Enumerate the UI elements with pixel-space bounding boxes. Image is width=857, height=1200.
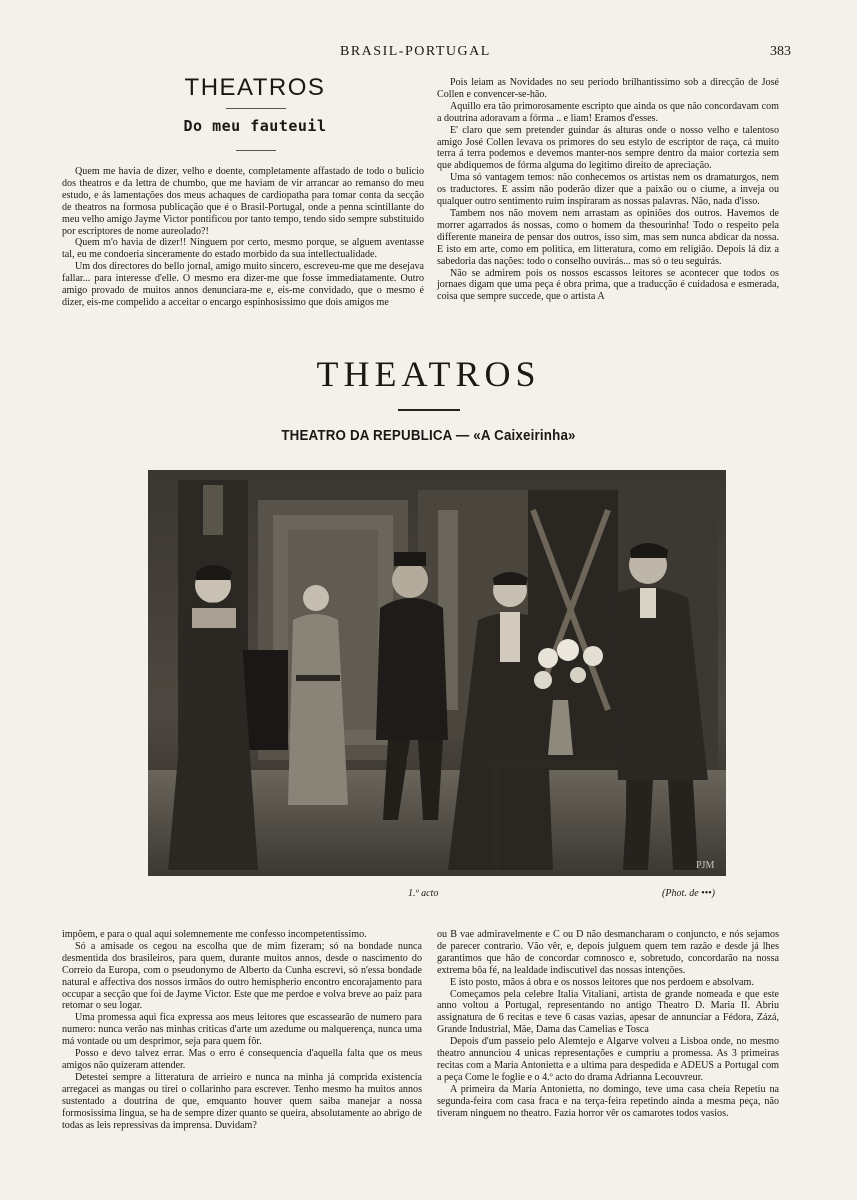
paragraph: E' claro que sem pretender guindar ás alturas onde o nosso velho e talentoso amigo José Collen levava os primores do seu estylo de escriptor de raça, cá muito terra á terra podemos e devemos manter-nos sempre dentro da maior cortezia sem que abdiquemos de fórma alguma do legitimo direito de apreciação.	[437, 124, 779, 172]
paragraph: E isto posto, mãos á obra e os nossos leitores que nos perdoem e absolvam.	[450, 976, 754, 988]
paragraph: Aquillo era tão primorosamente escripto que ainda os que não concordavam com a doutrina adoravam a fórma .. e liam! Eramos d'esses.	[437, 100, 779, 124]
title-rule	[226, 108, 286, 109]
paragraph: Quem m'o havia de dizer!! Ninguem por certo, mesmo porque, se alguem aventasse tal, eu me condoeria sinceramente do estado morbido da sua intellectualidade.	[62, 237, 424, 261]
section-subtitle: Do meu fauteuil	[183, 117, 327, 135]
article-subheading: THEATRO DA REPUBLICA — «A Caixeirinha»	[281, 428, 576, 444]
running-title: BRASIL-PORTUGAL	[340, 44, 491, 59]
text-column-bottom-right	[437, 929, 779, 1120]
main-title: THEATROS	[316, 354, 541, 394]
paragraph: Não se admirem pois os nossos escassos leitores se acontecer que todos os jornaes digam que uma peça é obra prima, que a traducção é cuidadosa e esmerada, coisa que sempre succede, que o artista A	[437, 267, 779, 303]
photo-credit: (Phot. de •••)	[662, 888, 715, 899]
main-title-rule	[398, 409, 460, 411]
paragraph: Detestei sempre a litteratura de arrieiro e nunca na minha já comprida existencia arregacei as mangas ou tirei o collarinho para escrever. Tenho mesmo ha muitos annos sustentado a doutrina de que, emquanto houver quem saiba manejar a nossa formosissima lingua, se ha de sempre dizer quanto se queira, absolutamente ao abrigo de todas as leis repressivas da imprensa. Duvidam?	[62, 1071, 422, 1131]
text-column-bottom-left	[62, 929, 422, 1131]
paragraph: ou B vae admiravelmente e C ou D não desmancharam o conjuncto, e nós sejamos de parecer contrario. Vão vêr, e, depois julguem quem tem razão e desde já lhes garantimos que hão de concordar comnosco e, sobretudo, concordarão na nossa extrema bôa fé, na lealdade indiscutivel das nossas intenções.	[437, 929, 779, 976]
page-header	[0, 44, 857, 64]
section-title: THEATROS	[184, 74, 326, 101]
text-column-top-right	[437, 77, 779, 303]
paragraph: Tambem nos não movem nem arrastam as opiniões dos outros. Havemos de morrer agarrados ás nossas, como o homem da thesourinha! Todo o respeito pela differente maneira de pensar dos outros, isso sim, mas sem nunca abdicar da nossa. E isto em arte, como em politica, em litteratura, como em religião. Depois lá diz a sabedoria das nações: todo o conselho ouvirás... mas só o teu seguirás.	[437, 207, 779, 267]
photo-illustration	[148, 470, 726, 876]
paragraph: Quem me havia de dizer, velho e doente, completamente affastado de todo o bulicio dos theatros e da lettra de chumbo, que me haviam de vir arrancar ao remanso do meu estudo, e ás lamentações dos meus achaques de cardiopatha para tomar conta da secção de theatros na formosa publicação que é o Brasil-Portugal, onde a penna scintillante do meu velho amigo Jayme Victor pontificou por tanto tempo, tendo sido sempre substituido por escriptores de nome aureolado?!	[62, 166, 424, 237]
paragraph: Só a amisade os cegou na escolha que de mim fizeram; só na bondade nunca desmentida dos brasileiros, para quem, durante muitos annos, desde o nascimento do Correio da Europa, com o pseudonymo de Alberto da Cunha escrevi, só n'essa bondade natural e affectiva dos nossos irmãos do outro hemispherio encontro encorajamento para occupar a secção que foi de Jayme Victor. Este que me perdoe e volva breve ao paiz para retomar o seu logar.	[62, 940, 422, 1012]
paragraph: impõem, e para o qual aqui solemnemente me confesso incompetentissimo.	[62, 929, 367, 940]
paragraph: Começamos pela celebre Italia Vitaliani, artista de grande nomeada e que este anno voltou a Portugal, representando no antigo Theatro D. Maria II. Abriu assignatura de 6 recitas e teve 6 casas vazias, apesar de annunciar a Fédora, Zázá, Grande Industrial, Mãe, Dama das Camelias e Tosca	[437, 988, 779, 1036]
paragraph: Pois leiam as Novidades no seu periodo brilhantissimo sob a direcção de José Collen e convencer-se-hão.	[437, 77, 779, 100]
subtitle-rule	[236, 150, 276, 151]
paragraph: Um dos directores do bello jornal, amigo muito sincero, escreveu-me que me desejava fallar... para interesse d'elle. O mesmo era dizer-me que fosse immediatamente. Outro amigo provado de muitos annos denunciara-me e, eis-me convidado, que o mesmo é dizer, eis-me compelido a acceitar o encargo espinhosissimo que dois amigos me	[62, 261, 424, 308]
page-number: 383	[770, 44, 791, 59]
paragraph: A primeira da Maria Antonietta, no domingo, teve uma casa cheia Repetiu na segunda-feira com casa fraca e na terça-feira repetindo ainda a mesma peça, não tiveram ninguem no theatro. Fazia horror vêr os camarotes todos vasios.	[437, 1083, 779, 1119]
paragraph: Posso e devo talvez errar. Mas o erro é consequencia d'aquella falta que os meus amigos não quizeram attender.	[62, 1048, 422, 1071]
stage-photograph	[148, 470, 726, 876]
paragraph: Uma promessa aqui fica expressa aos meus leitores que escassearão de numero para numero: nunca verão nas minhas criticas d'arte um azedume ou malquerença, nunca uma má vontade ou um desprimor, seja para quem fôr.	[62, 1012, 422, 1048]
photo-signature: PJM	[696, 860, 715, 871]
paragraph: Uma só vantagem temos: não conhecemos os artistas nem os dramaturgos, nem os traductores. E assim não poderão dizer que a paixão ou o ciume, a inveja ou qualquer outro sentimento ruim inspiraram as nossas palavras. Não, nada d'isso.	[437, 172, 779, 208]
photo-caption: 1.º acto	[408, 888, 439, 899]
paragraph: Depois d'um passeio pelo Alemtejo e Algarve volveu a Lisboa onde, no mesmo theatro annunciou 4 unicas representações e cumpriu a promessa. As 3 primeiras recitas com a Maria Antonietta e a ultima para despedida e ADEUS a Portugal com a peça Come le foglie e o 4.º acto do drama Adrianna Lecouvreur.	[437, 1036, 779, 1083]
text-column-top-left	[62, 166, 424, 309]
